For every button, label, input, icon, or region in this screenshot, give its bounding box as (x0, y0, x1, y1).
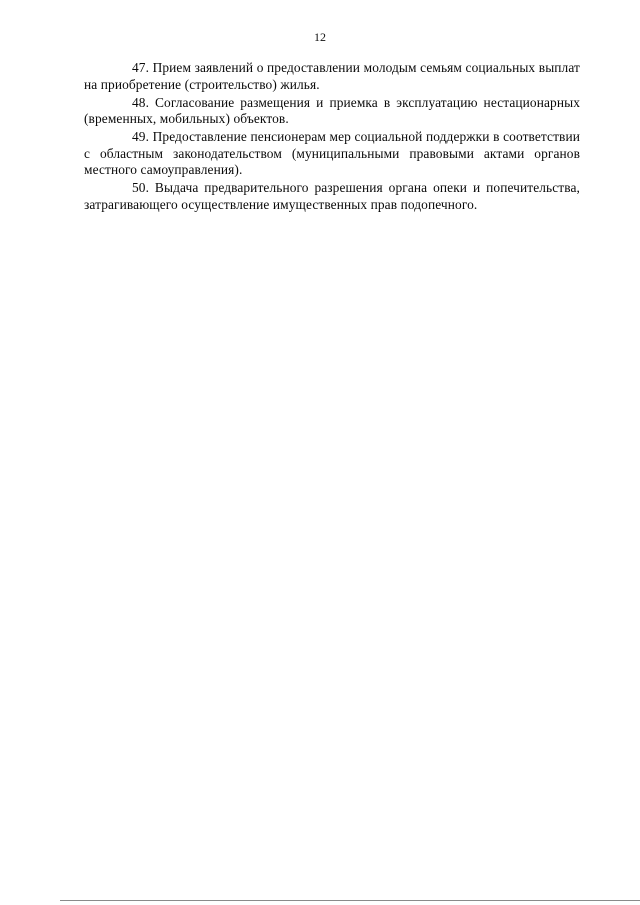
list-item-48: 48. Согласование размещения и приемка в эксплуатацию нестационарных (временных, мобильных) объектов. (84, 94, 580, 126)
list-item-49: 49. Предоставление пенсионерам мер социальной поддержки в соответствии с областным законодательством (муниципальными правовыми актами органов местного самоуправления). (84, 129, 580, 177)
list-item-47: 47. Прием заявлений о предоставлении молодым семьям социальных выплат на приобретение (строительство) жилья. (84, 60, 580, 92)
page-number: 12 (314, 30, 326, 44)
scan-edge-line (60, 900, 640, 901)
document-body (84, 60, 580, 215)
list-item-50: 50. Выдача предварительного разрешения органа опеки и попечительства, затрагивающего осуществление имущественных прав подопечного. (84, 180, 580, 212)
